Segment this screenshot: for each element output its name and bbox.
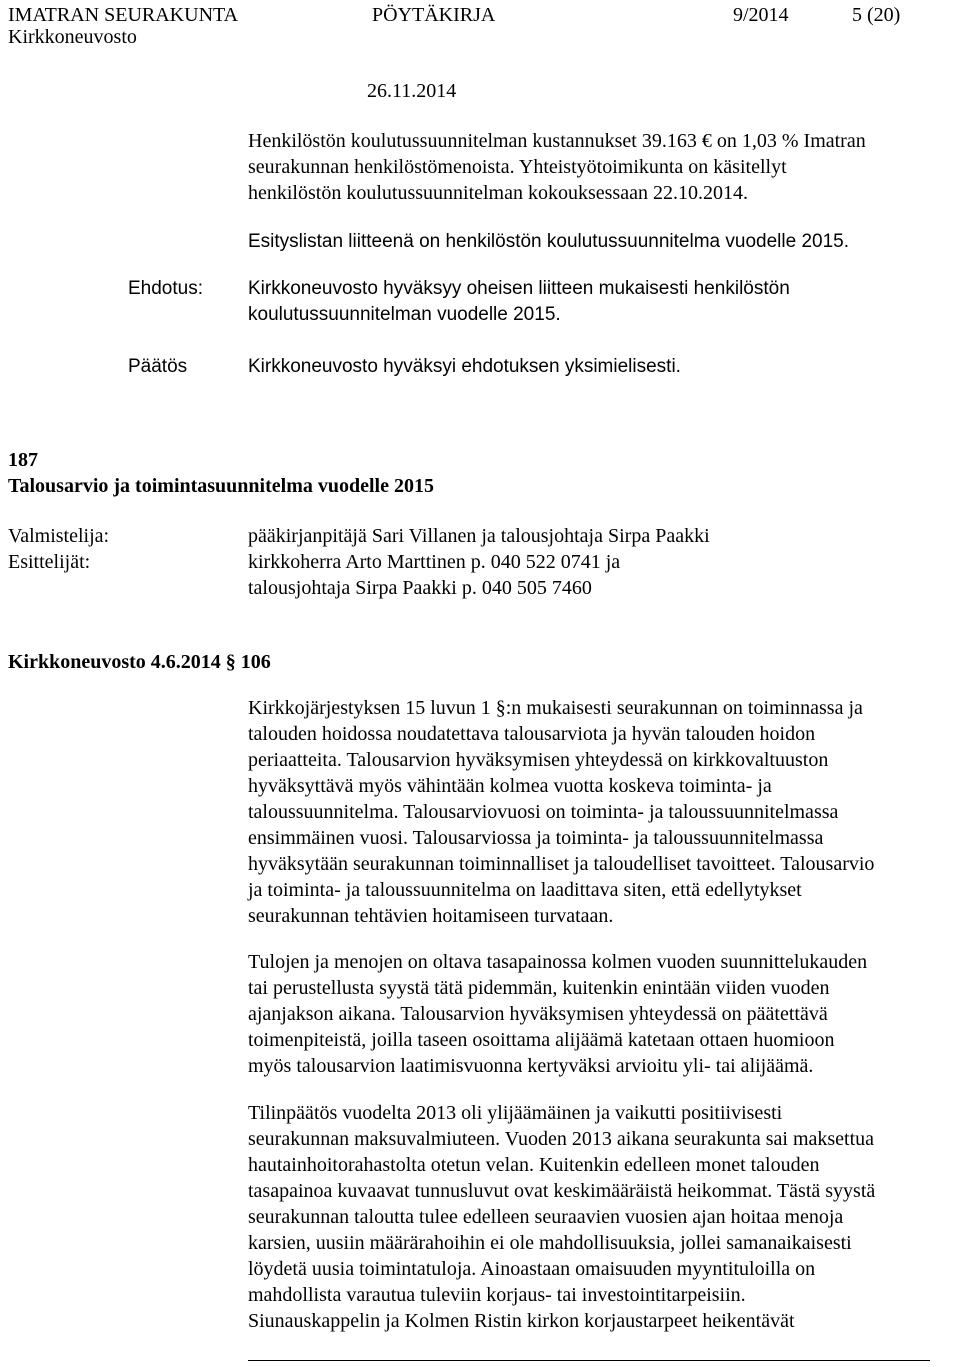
intro-paragraph (248, 128, 948, 206)
text-line: Kirkkoneuvosto hyväksyy oheisen liitteen mukaisesti henkilöstön (248, 278, 790, 299)
text-line: hautainhoitorahastolta otetun velan. Kuitenkin edelleen monet talouden (248, 1154, 820, 1176)
text-line: karsien, uusiin määrärahoihin ei ole mahdollisuuksia, jollei samanaikaisesti (248, 1232, 852, 1254)
document-number: 9/2014 (733, 4, 789, 26)
section-number: 187 (8, 449, 38, 471)
text-line: periaatteita. Talousarvion hyväksymisen yhteydessä on kirkkovaltuuston (248, 749, 829, 771)
text-line: Kirkkoneuvosto hyväksyi ehdotuksen yksimielisesti. (248, 356, 681, 377)
meeting-date: 26.11.2014 (367, 80, 457, 102)
text-line: pääkirjanpitäjä Sari Villanen ja talousjohtaja Sirpa Paakki (248, 525, 710, 547)
text-line: toimenpiteistä, joilla taseen osoittama alijäämä katetaan ottaen huomioon (248, 1029, 835, 1051)
text-line: seurakunnan taloutta tulee edelleen seuraavien vuosien ajan hoitaa menoja (248, 1206, 844, 1228)
text-line: ensimmäinen vuosi. Talousarviossa ja toiminta- ja taloussuunnitelmassa (248, 827, 824, 849)
text-line: Tilinpäätös vuodelta 2013 oli ylijäämäinen ja vaikutti positiivisesti (248, 1102, 783, 1124)
body-paragraph (248, 949, 948, 1079)
text-line: löydetä uusia toimintatuloja. Ainoastaan omaisuuden myyntituloilla on (248, 1258, 816, 1280)
text-line: kirkkoherra Arto Marttinen p. 040 522 0741 ja (248, 551, 621, 573)
text-line: hyväksytään seurakunnan toiminnalliset ja taloudelliset tavoitteet. Talousarvio (248, 853, 875, 875)
decision-label: Päätös (128, 356, 188, 377)
text-line: ajanjakson aikana. Talousarvion hyväksymisen yhteydessä on päätettävä (248, 1003, 828, 1025)
text-line: seurakunnan henkilöstömenoista. Yhteistyötoimikunta on käsitellyt (248, 156, 787, 178)
text-line: Siunauskappelin ja Kolmen Ristin kirkon korjaustarpeet heikentävät (248, 1310, 795, 1332)
presenters-text (248, 549, 948, 601)
text-line: ja toiminta- ja taloussuunnitelma on laadittava siten, että edellytykset (248, 879, 802, 901)
page-number: 5 (20) (852, 4, 901, 26)
text-line: henkilöstön koulutussuunnitelman kokouksessaan 22.10.2014. (248, 182, 748, 204)
footer-rule (248, 1360, 930, 1361)
section-title: Talousarvio ja toimintasuunnitelma vuodelle 2015 (8, 475, 434, 497)
body-paragraph (248, 695, 948, 929)
text-line: Henkilöstön koulutussuunnitelman kustannukset 39.163 € on 1,03 % Imatran (248, 130, 866, 152)
text-line: Kirkkojärjestyksen 15 luvun 1 §:n mukaisesti seurakunnan on toiminnassa ja (248, 697, 863, 719)
decision-text (248, 354, 948, 380)
text-line: myös talousarvion laatimisvuonna kertyväksi arvioitu yli- tai alijäämä. (248, 1055, 814, 1077)
text-line: Esityslistan liitteenä on henkilöstön koulutussuunnitelma vuodelle 2015. (248, 231, 849, 252)
text-line: talouden hoidossa noudatettava talousarviota ja hyvän talouden hoidon (248, 723, 816, 745)
proposal-label: Ehdotus: (128, 278, 203, 299)
preparers-label: Valmistelija: (8, 525, 110, 547)
text-line: seurakunnan maksuvalmiuteen. Vuoden 2013 aikana seurakunta sai maksettua (248, 1128, 875, 1150)
text-line: talousjohtaja Sirpa Paakki p. 040 505 7460 (248, 577, 592, 599)
organization-name: IMATRAN SEURAKUNTA (8, 4, 239, 26)
preparers-text (248, 523, 948, 549)
text-line: seurakunnan tehtävien hoitamiseen turvataan. (248, 905, 614, 927)
document-type: PÖYTÄKIRJA (372, 4, 496, 26)
attachment-note (248, 229, 948, 255)
text-line: mahdollista varautua tuleviin korjaus- tai investointitarpeisiin. (248, 1284, 746, 1306)
text-line: hyväksyttävä myös vähintään kolmea vuotta koskeva toiminta- ja (248, 775, 772, 797)
text-line: taloussuunnitelma. Talousarviovuosi on toiminta- ja taloussuunnitelmassa (248, 801, 839, 823)
presenters-label: Esittelijät: (8, 551, 91, 573)
body-name: Kirkkoneuvosto (8, 26, 137, 48)
text-line: koulutussuunnitelman vuodelle 2015. (248, 304, 561, 325)
proposal-text (248, 276, 948, 328)
text-line: tai perustellusta syystä tätä pidemmän, kuitenkin enintään viiden vuoden (248, 977, 830, 999)
meeting-reference: Kirkkoneuvosto 4.6.2014 § 106 (8, 651, 271, 673)
body-paragraph (248, 1100, 948, 1334)
text-line: Tulojen ja menojen on oltava tasapainossa kolmen vuoden suunnittelukauden (248, 951, 868, 973)
text-line: tasapainoa kuvaavat tunnusluvut ovat keskimääräistä heikommat. Tästä syystä (248, 1180, 876, 1202)
